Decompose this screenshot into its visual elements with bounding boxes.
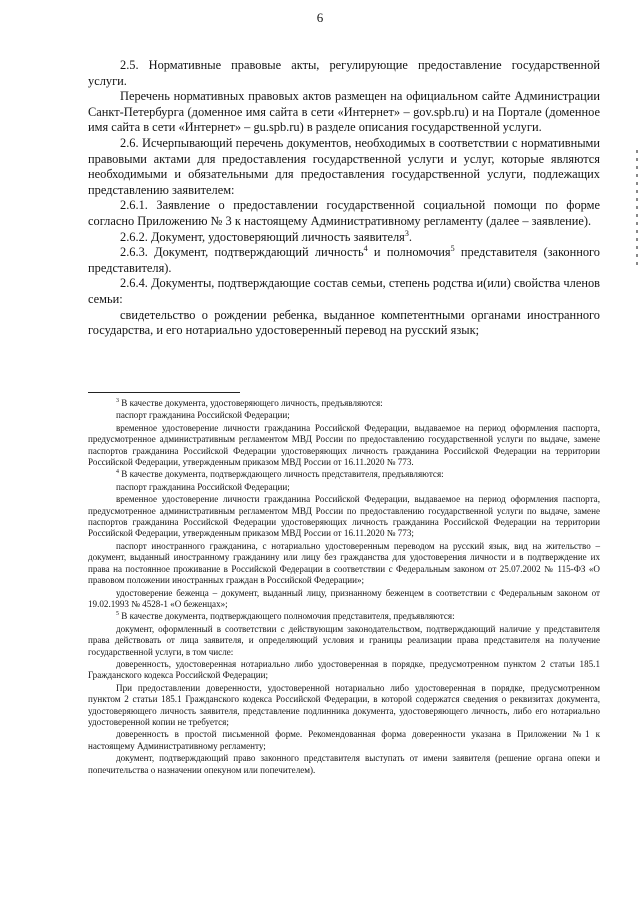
footnote-5-item: доверенность, удостоверенная нотариально либо удостоверенная в порядке, предусмотренном пунктом 2 статьи 185.1 Гражданского кодекса Российской Федерации; xyxy=(88,658,600,681)
page-number: 6 xyxy=(316,10,324,25)
paragraph-2-6-2-text: 2.6.2. Документ, удостоверяющий личность заявителя xyxy=(120,229,405,244)
footnote-3-title xyxy=(88,398,600,409)
paragraph-2-6: 2.6. Исчерпывающий перечень документов, необходимых в соответствии с нормативными правовыми актами для предоставления государственной услуги и услуг, которые являются необходимыми и обязательными для предоставления государственной услуги, подлежащих представлению заявителем: xyxy=(88,135,600,197)
paragraph-2-6-4: 2.6.4. Документы, подтверждающие состав семьи, степень родства и(или) свойства членов семьи: xyxy=(88,276,600,306)
footnote-4-number: 4 xyxy=(116,469,119,476)
paragraph-2-5: 2.5. Нормативные правовые акты, регулирующие предоставление государственной услуги. xyxy=(88,58,600,88)
footnote-3-number: 3 xyxy=(116,397,119,404)
footnote-5-item: При предоставлении доверенности, удостоверенной нотариально либо удостоверенная в порядке, предусмотренном пунктом 2 статьи 185.1 Гражданского кодекса Российской Федерации, в которой содержатся сведения о реквизитах документа, удостоверяющего личность заявителя, представление подлинника документа, удостоверяющего личность, либо его нотариально удостоверенной копии не требуется; xyxy=(88,682,600,727)
footnote-5-number: 5 xyxy=(116,611,119,618)
paragraph-legal-acts: Перечень нормативных правовых актов размещен на официальном сайте Администрации Санкт-Петербурга (доменное имя сайта в сети «Интернет» – gov.spb.ru) и на Портале (доменное имя сайта в сети «Интернет» – gu.spb.ru) в разделе описания государственной услуги. xyxy=(88,89,600,135)
paragraph-2-6-2 xyxy=(88,230,600,246)
paragraph-2-6-3 xyxy=(88,245,600,276)
footnote-separator xyxy=(88,392,240,393)
main-text xyxy=(88,58,600,339)
footnote-5-title-text: В качестве документа, подтверждающего полномочия представителя, предъявляются: xyxy=(118,611,455,622)
scan-edge-mark xyxy=(636,150,638,270)
footnote-ref-4: 4 xyxy=(363,244,368,253)
footnote-4-title-text: В качестве документа, подтверждающего личность представителя, предъявляются: xyxy=(118,469,444,480)
footnote-ref-3: 3 xyxy=(404,228,409,238)
footnote-4-title xyxy=(88,469,600,480)
footnote-5-item: документ, подтверждающий право законного представителя выступать от имени заявителя (решение органа опеки и попечительства о назначении опекуном или попечителем). xyxy=(88,753,600,775)
paragraph-2-6-3-a: 2.6.3. Документ, подтверждающий личность xyxy=(120,245,364,260)
footnote-4-item: временное удостоверение личности гражданина Российской Федерации, выдаваемое на период оформления паспорта, предусмотренное административным регламентом МВД России по предоставлению государственной услуги по выдаче, замене паспортов гражданина Российской Федерации удостоверяющих личность гражданина Российской Федерации на территории Российской Федерации, утвержденным приказом МВД России от 16.11.2020 № 773; xyxy=(88,494,600,539)
footnote-5-item: доверенность в простой письменной форме. Рекомендованная форма доверенности указана в Приложении №1 к настоящему Административному регламенту; xyxy=(88,729,600,751)
footnote-4-item: паспорт иностранного гражданина, с нотариально удостоверенным переводом на русский язык, вид на жительство – документ, выданный иностранному гражданину или лицу без гражданства для удостоверения личности и в подтверждение их права на постоянное проживание в Российской Федерации в соответствии с Федеральным законом от 25.07.2002 № 115-ФЗ «О правовом положении иностранных граждан в Российской Федерации»; xyxy=(88,540,600,586)
footnote-4-item: удостоверение беженца – документ, выданный лицу, признанному беженцем в соответствии с Федеральным законом от 19.02.1993 № 4528-1 «О беженцах»; xyxy=(88,587,600,609)
footnote-3-item: временное удостоверение личности гражданина Российской Федерации, выдаваемое на период оформления паспорта, предусмотренное административным регламентом МВД России по предоставлению государственной услуги по выдаче, замене паспортов гражданина Российской Федерации удостоверяющих личность гражданина Российской Федерации на территории Российской Федерации, утвержденным приказом МВД России от 16.11.2020 № 773. xyxy=(88,422,600,468)
paragraph-birth-certificate: свидетельство о рождении ребенка, выданное компетентными органами иностранного государства, и его нотариально удостоверенный перевод на русский язык; xyxy=(88,307,600,338)
footnote-4-item: паспорт гражданина Российской Федерации; xyxy=(116,481,290,492)
paragraph-2-6-2-end: . xyxy=(408,229,413,244)
footnotes xyxy=(88,398,600,777)
paragraph-2-6-1: 2.6.1. Заявление о предоставлении государственной социальной помощи по форме согласно Приложению № 3 к настоящему Административному регламенту (далее – заявление). xyxy=(88,198,600,228)
footnote-3-item: паспорт гражданина Российской Федерации; xyxy=(116,410,290,421)
paragraph-2-6-3-b: и полномочия xyxy=(367,245,451,260)
paragraph-2-6-3-c: представителя (законного представителя). xyxy=(88,245,600,275)
footnote-5-item: документ, оформленный в соответствии с действующим законодательством, подтверждающий наличие у представителя права действовать от лица заявителя, и определяющий условия и границы реализации права представителя на получение государственной услуги, в том числе: xyxy=(88,623,600,657)
footnote-ref-5: 5 xyxy=(450,244,455,253)
footnote-3-title-text: В качестве документа, удостоверяющего личность, предъявляются: xyxy=(118,398,383,408)
footnote-5-title xyxy=(88,611,600,622)
